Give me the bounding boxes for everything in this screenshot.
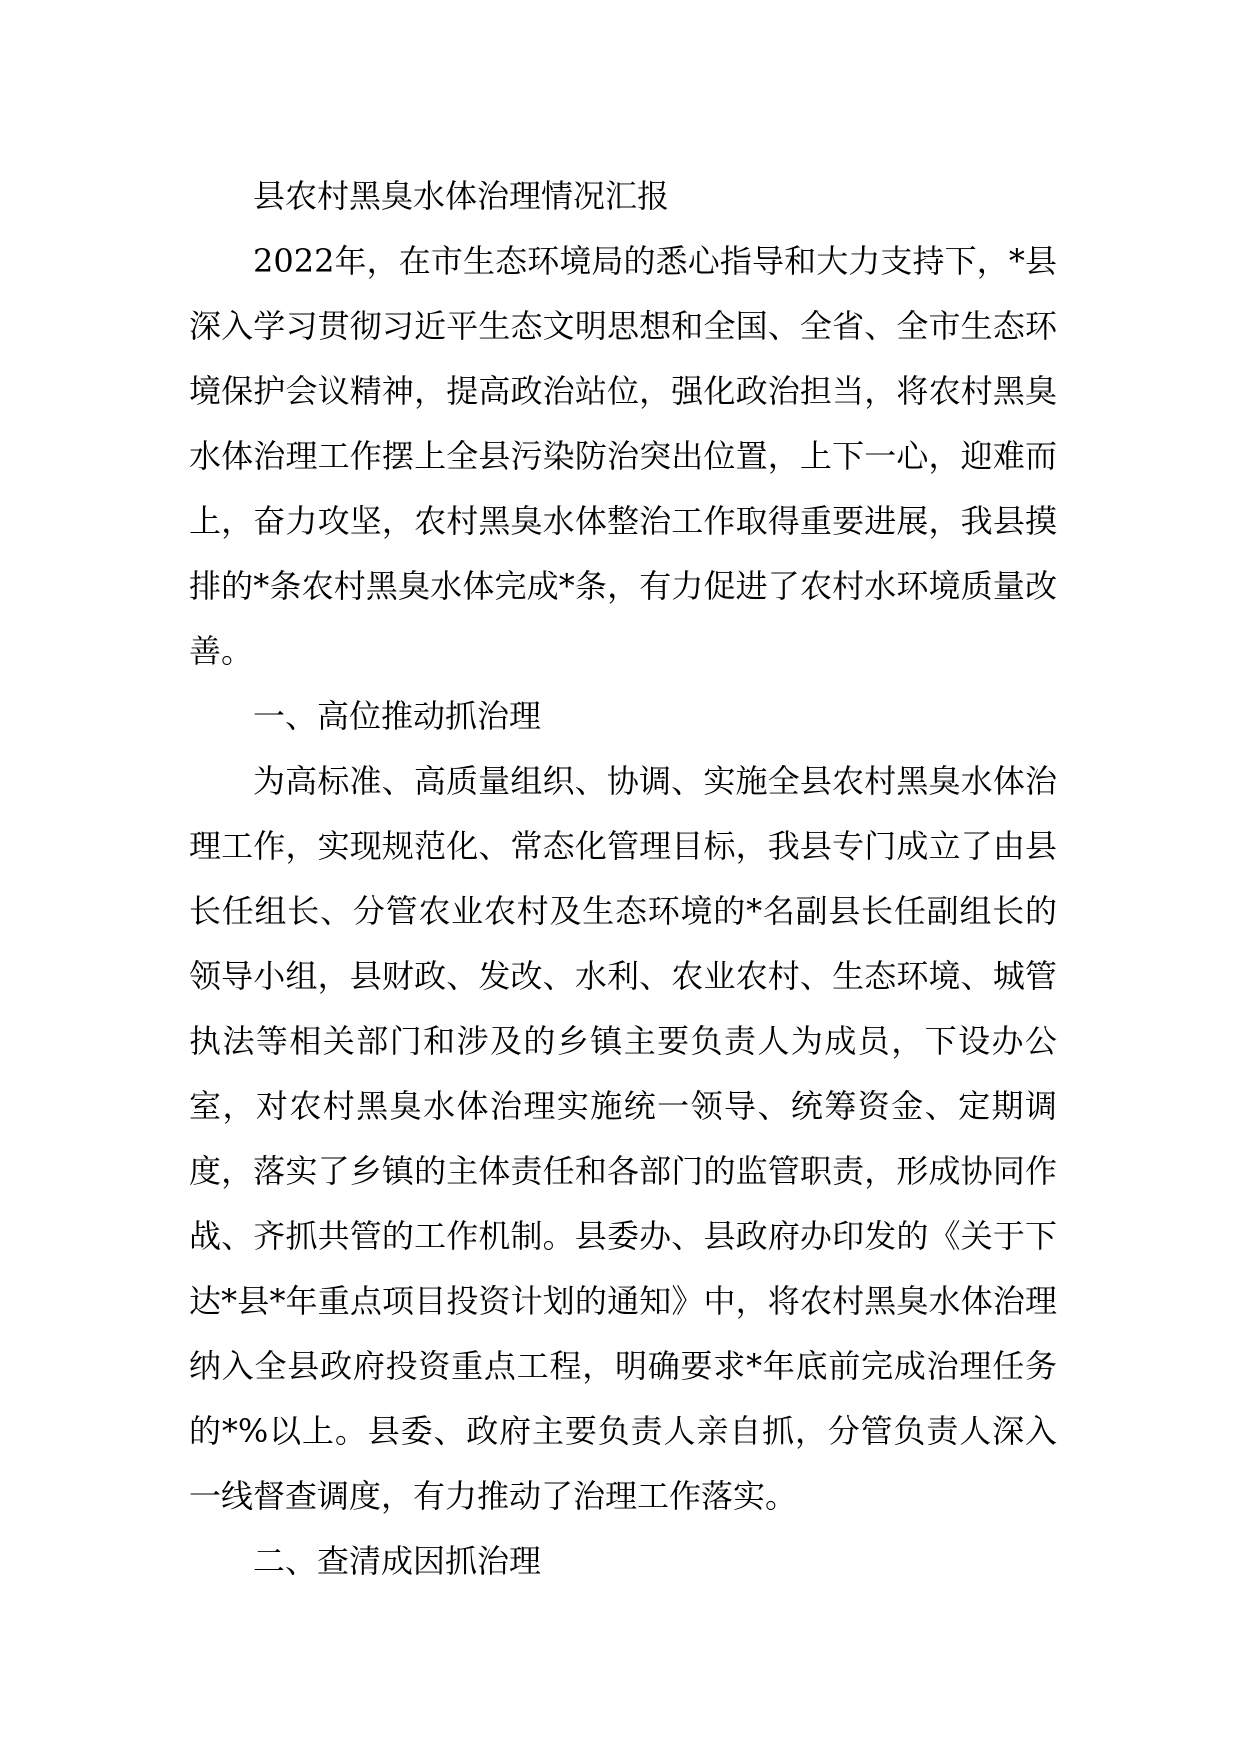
section-heading-1: 一、高位推动抓治理 (253, 697, 542, 735)
document-page (189, 164, 1057, 1594)
document-title: 县农村黑臭水体治理情况汇报 (253, 177, 670, 215)
intro-paragraph: 2022年，在市生态环境局的悉心指导和大力支持下，*县深入学习贯彻习近平生态文明思想和全国、全省、全市生态环境保护会议精神，提高政治站位，强化政治担当，将农村黑臭水体治理工作摆上全县污染防治突出位置，上下一心，迎难而上，奋力攻坚，农村黑臭水体整治工作取得重要进展，我县摸排的*条农村黑臭水体完成*条，有力促进了农村水环境质量改善。 (189, 242, 1057, 670)
section-1-paragraph: 为高标准、高质量组织、协调、实施全县农村黑臭水体治理工作，实现规范化、常态化管理目标，我县专门成立了由县长任组长、分管农业农村及生态环境的*名副县长任副组长的领导小组，县财政、发改、水利、农业农村、生态环境、城管执法等相关部门和涉及的乡镇主要负责人为成员，下设办公室，对农村黑臭水体治理实施统一领导、统筹资金、定期调度，落实了乡镇的主体责任和各部门的监管职责，形成协同作战、齐抓共管的工作机制。县委办、县政府办印发的《关于下达*县*年重点项目投资计划的通知》中，将农村黑臭水体治理纳入全县政府投资重点工程，明确要求*年底前完成治理任务的*%以上。县委、政府主要负责人亲自抓，分管负责人深入一线督查调度，有力推动了治理工作落实。 (189, 762, 1057, 1515)
section-heading-2: 二、查清成因抓治理 (253, 1542, 542, 1580)
